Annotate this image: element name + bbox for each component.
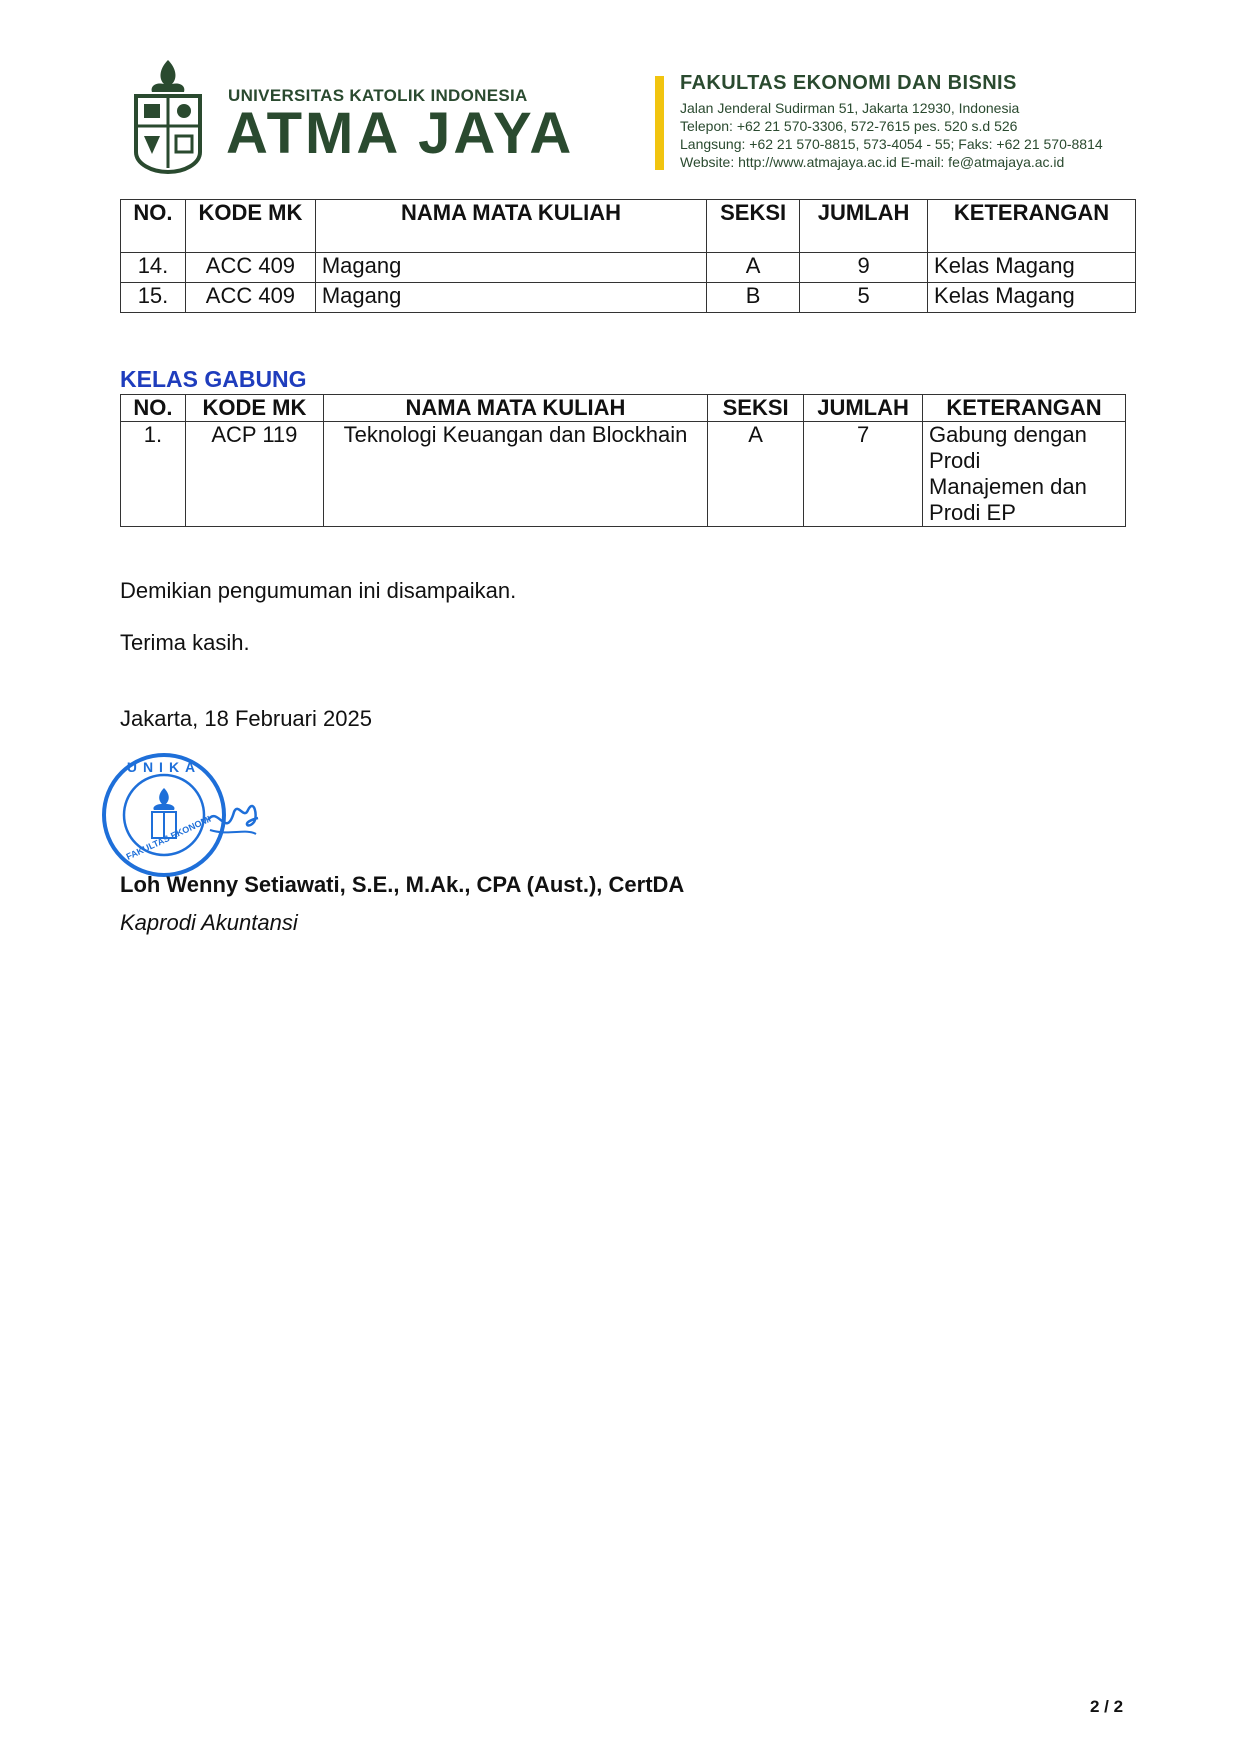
cell-nama: Magang [315, 253, 706, 283]
cell-keterangan: Kelas Magang [928, 253, 1136, 283]
cell-keterangan [923, 422, 1126, 527]
header-no: NO. [121, 200, 186, 253]
thanks-text: Terima kasih. [120, 630, 250, 655]
header-seksi: SEKSI [708, 395, 804, 422]
header-nama: NAMA MATA KULIAH [323, 395, 707, 422]
cell-no: 14. [121, 253, 186, 283]
cell-kode: ACC 409 [185, 253, 315, 283]
header-nama: NAMA MATA KULIAH [315, 200, 706, 253]
keterangan-line: Manajemen dan [929, 474, 1087, 499]
cell-kode: ACP 119 [185, 422, 323, 527]
table-row [121, 253, 1136, 283]
section-heading: KELAS GABUNG [120, 366, 307, 392]
phone-line: Telepon: +62 21 570-3306, 572-7615 pes. 520 s.d 526 [680, 118, 1018, 134]
faculty-name: FAKULTAS EKONOMI DAN BISNIS [680, 72, 1017, 94]
joint-class-table [120, 394, 1126, 527]
keterangan-line: Gabung dengan [929, 422, 1087, 447]
cell-no: 15. [121, 283, 186, 313]
header-kode: KODE MK [185, 200, 315, 253]
cell-kode: ACC 409 [185, 283, 315, 313]
course-table [120, 199, 1136, 313]
cell-jumlah: 9 [800, 253, 928, 283]
table-row [121, 283, 1136, 313]
keterangan-line: Prodi [929, 448, 981, 473]
cell-keterangan: Kelas Magang [928, 283, 1136, 313]
direct-line: Langsung: +62 21 570-8815, 573-4054 - 55; Faks: +62 21 570-8814 [680, 136, 1103, 152]
cell-seksi: A [707, 253, 800, 283]
header-kode: KODE MK [185, 395, 323, 422]
header-seksi: SEKSI [707, 200, 800, 253]
page-number: 2 / 2 [1090, 1697, 1124, 1716]
header-keterangan: KETERANGAN [928, 200, 1136, 253]
header-jumlah: JUMLAH [804, 395, 923, 422]
address-line: Jalan Jenderal Sudirman 51, Jakarta 12930, Indonesia [680, 100, 1020, 116]
brand-wordmark: ATMA JAYA [226, 101, 575, 166]
cell-no: 1. [121, 422, 186, 527]
svg-text:UNIKA: UNIKA [126, 759, 202, 775]
closing-statement: Demikian pengumuman ini disampaikan. [120, 578, 517, 603]
university-name: UNIVERSITAS KATOLIK INDONESIA [228, 86, 528, 105]
cell-seksi: B [707, 283, 800, 313]
header-jumlah: JUMLAH [800, 200, 928, 253]
cell-nama: Teknologi Keuangan dan Blockhain [323, 422, 707, 527]
signer-title: Kaprodi Akuntansi [120, 910, 298, 935]
web-line: Website: http://www.atmajaya.ac.id E-mail: fe@atmajaya.ac.id [680, 154, 1065, 170]
university-emblem-icon [130, 56, 206, 174]
table-header-row [121, 200, 1136, 253]
header-keterangan: KETERANGAN [923, 395, 1126, 422]
faculty-stamp-icon [98, 750, 268, 880]
table-row [121, 422, 1126, 527]
header-accent-bar [655, 76, 664, 170]
cell-jumlah: 7 [804, 422, 923, 527]
cell-nama: Magang [315, 283, 706, 313]
cell-seksi: A [708, 422, 804, 527]
place-date: Jakarta, 18 Februari 2025 [120, 706, 372, 731]
svg-text:FAKULTAS EKONOMI: FAKULTAS EKONOMI [124, 813, 213, 862]
cell-jumlah: 5 [800, 283, 928, 313]
header-no: NO. [121, 395, 186, 422]
keterangan-line: Prodi EP [929, 500, 1016, 525]
table-header-row [121, 395, 1126, 422]
signer-name: Loh Wenny Setiawati, S.E., M.Ak., CPA (Aust.), CertDA [120, 872, 685, 897]
